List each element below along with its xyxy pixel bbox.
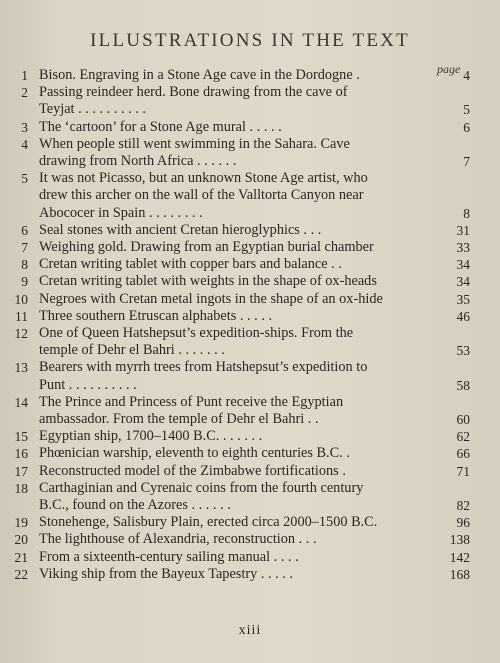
entry-caption [39, 566, 434, 583]
caption-line: Teyjat . . . . . . . . . . [39, 101, 147, 118]
list-item [0, 394, 500, 428]
entry-number: 4 [21, 136, 28, 152]
entry-page-number: 4 [463, 68, 470, 83]
caption-line: temple of Dehr el Bahri . . . . . . . [39, 342, 225, 359]
entry-page-number: 7 [463, 154, 470, 170]
caption-line: Seal stones with ancient Cretan hieroglyphics . . . [39, 221, 322, 238]
list-item [0, 549, 500, 566]
entry-page-number: 34 [456, 274, 470, 290]
caption-line: Carthaginian and Cyrenaic coins from the fourth century [39, 479, 364, 496]
list-item [0, 170, 500, 222]
caption-line: Stonehenge, Salisbury Plain, erected circa 2000–1500 B.C. [39, 514, 378, 531]
entry-caption [39, 222, 434, 239]
entry-caption [39, 549, 434, 566]
entry-number: 17 [14, 463, 28, 479]
page-title: ILLUSTRATIONS IN THE TEXT [90, 30, 410, 51]
entry-caption [39, 514, 434, 531]
caption-line: B.C., found on the Azores . . . . . . [39, 497, 231, 514]
entry-page-number: 71 [456, 463, 470, 479]
caption-line: Negroes with Cretan metal ingots in the shape of an ox-hide [39, 290, 383, 307]
list-item [0, 239, 500, 256]
entry-caption [39, 273, 434, 290]
entry-caption [39, 67, 434, 84]
list-item [0, 308, 500, 325]
entry-caption [39, 84, 434, 118]
entry-number: 16 [14, 446, 28, 462]
entry-page-number: 168 [449, 566, 470, 582]
entry-caption [39, 463, 434, 480]
entry-page-number: 142 [449, 549, 470, 565]
entry-page-number: 8 [463, 205, 470, 221]
entry-number: 21 [14, 549, 28, 565]
list-item [0, 291, 500, 308]
caption-line: drew this archer on the wall of the Valltorta Canyon near [39, 187, 364, 204]
caption-line: Bison. Engraving in a Stone Age cave in the Dordogne . [39, 67, 360, 83]
caption-line: Weighing gold. Drawing from an Egyptian burial chamber [39, 239, 374, 256]
list-item [0, 531, 500, 548]
caption-line: Phœnician warship, eleventh to eighth centuries B.C. . [39, 445, 350, 462]
list-item [0, 480, 500, 514]
entry-number: 10 [14, 291, 28, 307]
entry-caption [39, 308, 434, 325]
caption-line: One of Queen Hatshepsut’s expedition-ships. From the [39, 325, 354, 342]
illustration-list [0, 67, 500, 583]
entry-number: 11 [15, 308, 28, 324]
caption-line: Cretan writing tablet with weights in the shape of ox-heads [39, 273, 377, 290]
caption-line: Passing reindeer herd. Bone drawing from the cave of [39, 84, 348, 101]
list-item [0, 84, 500, 118]
list-item [0, 445, 500, 462]
list-item [0, 273, 500, 290]
caption-line: Punt . . . . . . . . . . [39, 376, 137, 393]
entry-caption [39, 480, 434, 514]
list-item [0, 325, 500, 359]
entry-caption [39, 359, 434, 393]
entry-page-number: 62 [456, 429, 470, 445]
list-item [0, 119, 500, 136]
entry-page-number: 96 [456, 515, 470, 531]
page-folio: xiii [238, 623, 262, 638]
entry-page-number: 46 [456, 308, 470, 324]
entry-number: 2 [21, 85, 28, 101]
entry-number: 7 [21, 240, 28, 256]
entry-number: 6 [21, 222, 28, 238]
caption-line: Viking ship from the Bayeux Tapestry . . . . . [39, 565, 293, 582]
caption-line: From a sixteenth-century sailing manual . . . . [39, 548, 299, 565]
caption-line: When people still went swimming in the Sahara. Cave [39, 135, 350, 152]
list-item [0, 463, 500, 480]
caption-line: Egyptian ship, 1700–1400 B.C. . . . . . . [39, 428, 263, 445]
caption-line: ambassador. From the temple of Dehr el Bahri . . [39, 411, 319, 428]
caption-line: The lighthouse of Alexandria, reconstruction . . . [39, 531, 317, 548]
entry-page-number: 35 [456, 291, 470, 307]
entry-caption [39, 119, 434, 136]
entry-caption [39, 256, 434, 273]
entry-caption [39, 291, 434, 308]
entry-page-number: 58 [456, 377, 470, 393]
entry-caption [39, 394, 434, 428]
entry-caption [39, 428, 434, 445]
list-item [0, 67, 500, 84]
list-item [0, 566, 500, 583]
entry-number: 22 [14, 566, 28, 582]
caption-line: Reconstructed model of the Zimbabwe fortifications . [39, 462, 346, 479]
list-item [0, 256, 500, 273]
entry-caption [39, 325, 434, 359]
caption-line: Bearers with myrrh trees from Hatshepsut’s expedition to [39, 359, 368, 376]
entry-number: 18 [14, 480, 28, 496]
list-item [0, 428, 500, 445]
entry-number: 13 [14, 360, 28, 376]
entry-number: 5 [21, 171, 28, 187]
caption-line: Cretan writing tablet with copper bars and balance . . [39, 256, 342, 273]
page-column-header: page [437, 62, 461, 76]
list-item [0, 514, 500, 531]
entry-page-number: 60 [456, 412, 470, 428]
entry-caption [39, 531, 434, 548]
caption-line: The Prince and Princess of Punt receive the Egyptian [39, 393, 344, 410]
entry-page-number: 33 [456, 240, 470, 256]
entry-number: 9 [21, 274, 28, 290]
caption-line: Three southern Etruscan alphabets . . . . . [39, 307, 273, 324]
entry-number: 14 [14, 394, 28, 410]
entry-number: 20 [14, 532, 28, 548]
caption-line: The ‘cartoon’ for a Stone Age mural . . . . . [39, 118, 282, 135]
entry-page-number: 82 [456, 498, 470, 514]
entry-page-number: 6 [463, 119, 470, 135]
entry-page-number: 34 [456, 257, 470, 273]
caption-line: drawing from North Africa . . . . . . [39, 153, 237, 170]
entry-page-number: 5 [463, 102, 470, 118]
entry-page-number: 31 [456, 222, 470, 238]
entry-number: 12 [14, 326, 28, 342]
entry-number: 15 [14, 429, 28, 445]
entry-caption [39, 136, 434, 170]
entry-number: 1 [21, 68, 28, 83]
entry-caption [39, 445, 434, 462]
entry-number: 8 [21, 257, 28, 273]
caption-line: It was not Picasso, but an unknown Stone Age artist, who [39, 170, 368, 187]
entry-page-number: 53 [456, 343, 470, 359]
entry-page-number: 138 [449, 532, 470, 548]
entry-number: 19 [14, 515, 28, 531]
entry-caption [39, 170, 434, 222]
entry-caption [39, 239, 434, 256]
entry-page-number: 66 [456, 446, 470, 462]
entry-number: 3 [21, 119, 28, 135]
list-item [0, 222, 500, 239]
caption-line: Abococer in Spain . . . . . . . . [39, 204, 203, 221]
list-item [0, 136, 500, 170]
list-item [0, 359, 500, 393]
